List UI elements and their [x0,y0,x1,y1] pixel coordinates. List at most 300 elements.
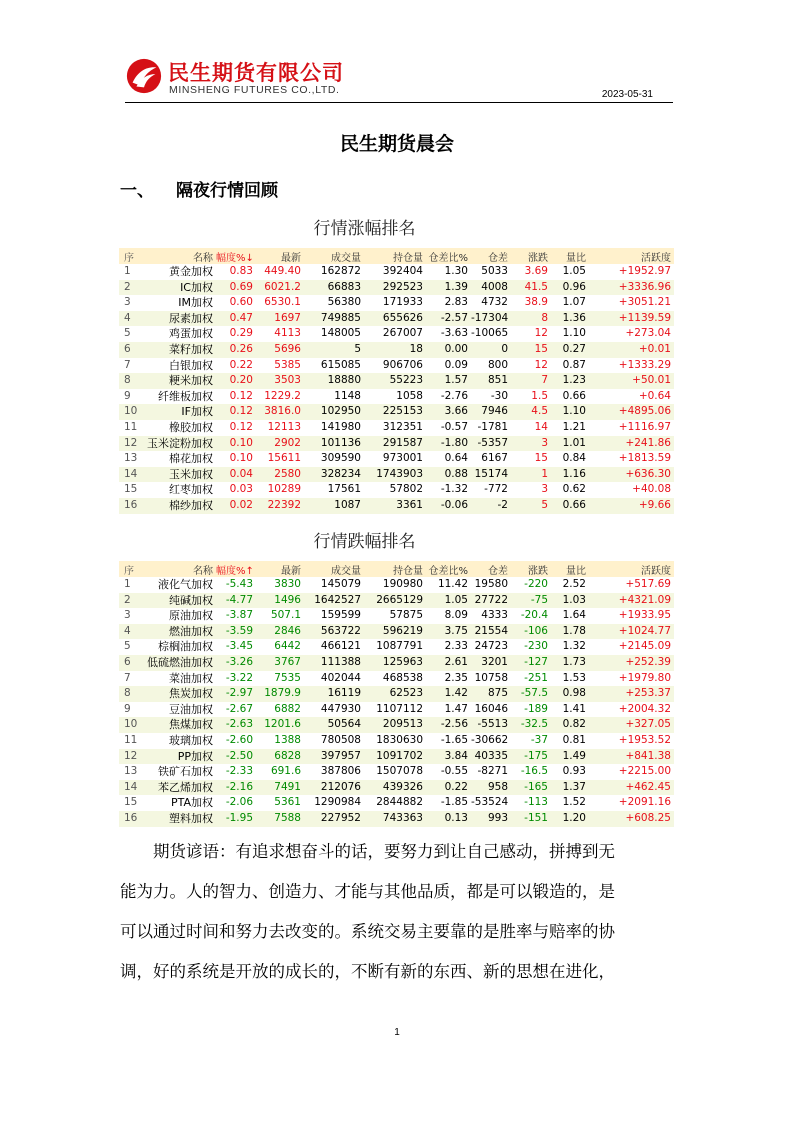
cell-change-pct: 0.03 [216,482,256,498]
paragraph-line: 能为力。人的智力、创造力、才能与其他品质，都是可以锻造的，是 [120,882,615,901]
cell-volume: 18880 [304,373,364,389]
cell-index: 1 [119,264,137,280]
cell-oi-diff: 5033 [471,264,511,280]
cell-open-interest: 1507078 [364,764,426,780]
cell-open-interest: 743363 [364,811,426,827]
cell-change: -175 [511,749,551,765]
cell-change: -127 [511,655,551,671]
paragraph-line: 期货谚语：有追求想奋斗的话，要努力到让自己感动，拼搏到无 [153,842,615,861]
cell-oi-diff-pct: -2.76 [426,389,471,405]
brand-name-en: MINSHENG FUTURES CO.,LTD. [169,84,340,96]
cell-name: 白银加权 [137,358,216,374]
gain-table-title: 行情涨幅排名 [313,219,416,239]
cell-change: -37 [511,733,551,749]
cell-change: -230 [511,639,551,655]
table-row[interactable] [119,811,674,827]
cell-oi-diff: 40335 [471,749,511,765]
cell-change-pct: 0.10 [216,436,256,452]
cell-volume-ratio: 1.16 [551,467,589,483]
page-header [125,55,673,103]
cell-open-interest: 171933 [364,295,426,311]
cell-oi-diff: 993 [471,811,511,827]
page-number: 1 [394,1027,400,1038]
cell-oi-diff-pct: 1.47 [426,702,471,718]
cell-index: 8 [119,373,137,389]
table-row[interactable] [119,577,674,593]
cell-volume: 1148 [304,389,364,405]
paragraph-line: 可以通过时间和努力去改变的。系统交易主要靠的是胜率与赔率的协 [120,922,615,941]
cell-name: 焦炭加权 [137,686,216,702]
table-row[interactable] [119,717,674,733]
table-row[interactable] [119,342,674,358]
cell-volume-ratio: 2.52 [551,577,589,593]
cell-activity: +3051.21 [589,295,674,311]
cell-activity: +462.45 [589,780,674,796]
cell-name: 尿素加权 [137,311,216,327]
cell-oi-diff-pct: 1.05 [426,593,471,609]
cell-change-pct: 0.04 [216,467,256,483]
cell-oi-diff-pct: -0.57 [426,420,471,436]
cell-name: 豆油加权 [137,702,216,718]
cell-volume: 1642527 [304,593,364,609]
cell-volume: 162872 [304,264,364,280]
document-title: 民生期货晨会 [339,133,454,155]
table-row[interactable] [119,749,674,765]
cell-index: 16 [119,498,137,514]
table-row[interactable] [119,436,674,452]
cell-volume: 111388 [304,655,364,671]
cell-volume-ratio: 0.96 [551,280,589,296]
cell-latest: 22392 [256,498,304,514]
cell-volume-ratio: 0.93 [551,764,589,780]
cell-volume: 50564 [304,717,364,733]
table-row[interactable] [119,764,674,780]
table-row[interactable] [119,671,674,687]
table-row[interactable] [119,311,674,327]
cell-open-interest: 973001 [364,451,426,467]
cell-name: 玻璃加权 [137,733,216,749]
table-row[interactable] [119,280,674,296]
cell-oi-diff: -5513 [471,717,511,733]
column-header-change-pct[interactable]: 幅度%↓ [216,248,256,264]
cell-oi-diff: -53524 [471,795,511,811]
cell-open-interest: 2665129 [364,593,426,609]
cell-open-interest: 1058 [364,389,426,405]
cell-name: 棕榈油加权 [137,639,216,655]
section-number: 一、 [120,181,154,201]
futures-proverb-paragraph [120,832,676,992]
cell-oi-diff: 6167 [471,451,511,467]
cell-activity: +3336.96 [589,280,674,296]
cell-open-interest: 125963 [364,655,426,671]
cell-activity: +253.37 [589,686,674,702]
cell-latest: 2902 [256,436,304,452]
cell-change-pct: -2.06 [216,795,256,811]
column-header-oi-diff: 仓差 [471,561,511,577]
cell-open-interest: 1743903 [364,467,426,483]
cell-index: 3 [119,295,137,311]
cell-change: 3.69 [511,264,551,280]
cell-name: PP加权 [137,749,216,765]
cell-change: 1 [511,467,551,483]
table-row[interactable] [119,389,674,405]
cell-open-interest: 2844882 [364,795,426,811]
cell-volume: 56380 [304,295,364,311]
cell-index: 14 [119,467,137,483]
cell-volume-ratio: 1.64 [551,608,589,624]
cell-volume: 101136 [304,436,364,452]
cell-volume-ratio: 0.66 [551,389,589,405]
cell-oi-diff: -30 [471,389,511,405]
column-header-index: 序 [119,561,137,577]
cell-volume: 749885 [304,311,364,327]
cell-change: 15 [511,342,551,358]
cell-oi-diff: 16046 [471,702,511,718]
cell-activity: +1953.52 [589,733,674,749]
cell-activity: +273.04 [589,326,674,342]
cell-volume-ratio: 0.82 [551,717,589,733]
column-header-index: 序 [119,248,137,264]
cell-oi-diff: -5357 [471,436,511,452]
cell-oi-diff: 4732 [471,295,511,311]
cell-name: 燃油加权 [137,624,216,640]
cell-oi-diff-pct: 3.75 [426,624,471,640]
cell-change-pct: 0.12 [216,389,256,405]
cell-change: -16.5 [511,764,551,780]
cell-change: 3 [511,482,551,498]
column-header-open-interest: 持仓量 [364,248,426,264]
cell-latest: 7491 [256,780,304,796]
cell-volume: 387806 [304,764,364,780]
cell-volume-ratio: 0.62 [551,482,589,498]
cell-change: 1.5 [511,389,551,405]
cell-index: 11 [119,733,137,749]
cell-activity: +1139.59 [589,311,674,327]
column-header-change: 涨跌 [511,561,551,577]
table-row[interactable] [119,624,674,640]
column-header-change-pct[interactable]: 幅度%↑ [216,561,256,577]
cell-oi-diff: -772 [471,482,511,498]
cell-name: 纯碱加权 [137,593,216,609]
cell-oi-diff: -8271 [471,764,511,780]
cell-oi-diff: -10065 [471,326,511,342]
cell-latest: 3767 [256,655,304,671]
cell-name: 玉米加权 [137,467,216,483]
table-row[interactable] [119,326,674,342]
cell-change: -57.5 [511,686,551,702]
cell-volume: 66883 [304,280,364,296]
table-row[interactable] [119,593,674,609]
cell-oi-diff-pct: 8.09 [426,608,471,624]
cell-latest: 10289 [256,482,304,498]
cell-open-interest: 267007 [364,326,426,342]
cell-latest: 2580 [256,467,304,483]
cell-name: IM加权 [137,295,216,311]
cell-change: 14 [511,420,551,436]
cell-latest: 12113 [256,420,304,436]
cell-change: 41.5 [511,280,551,296]
brand-name-cn: 民生期货有限公司 [168,61,344,85]
cell-index: 13 [119,451,137,467]
cell-volume: 5 [304,342,364,358]
cell-change: 4.5 [511,404,551,420]
cell-activity: +1979.80 [589,671,674,687]
cell-change: -113 [511,795,551,811]
table-row[interactable] [119,451,674,467]
cell-volume-ratio: 1.01 [551,436,589,452]
cell-change: -20.4 [511,608,551,624]
cell-index: 12 [119,749,137,765]
column-header-latest: 最新 [256,248,304,264]
cell-change: 38.9 [511,295,551,311]
cell-oi-diff: 19580 [471,577,511,593]
cell-change: 12 [511,358,551,374]
cell-volume-ratio: 1.03 [551,593,589,609]
cell-index: 16 [119,811,137,827]
cell-oi-diff: 4333 [471,608,511,624]
cell-volume: 17561 [304,482,364,498]
cell-oi-diff: -1781 [471,420,511,436]
cell-latest: 5361 [256,795,304,811]
cell-change: 15 [511,451,551,467]
column-header-oi-diff-pct: 仓差比% [426,248,471,264]
cell-change-pct: 0.10 [216,451,256,467]
cell-change: 8 [511,311,551,327]
cell-name: 苯乙烯加权 [137,780,216,796]
cell-activity: +0.64 [589,389,674,405]
cell-index: 9 [119,702,137,718]
cell-volume-ratio: 1.32 [551,639,589,655]
table-row[interactable] [119,608,674,624]
cell-oi-diff-pct: 1.30 [426,264,471,280]
cell-volume-ratio: 1.10 [551,404,589,420]
cell-volume: 563722 [304,624,364,640]
cell-volume-ratio: 1.23 [551,373,589,389]
cell-open-interest: 906706 [364,358,426,374]
cell-name: 塑料加权 [137,811,216,827]
cell-volume-ratio: 1.36 [551,311,589,327]
cell-oi-diff-pct: 0.88 [426,467,471,483]
cell-index: 15 [119,795,137,811]
cell-index: 4 [119,311,137,327]
cell-latest: 3830 [256,577,304,593]
cell-volume-ratio: 1.49 [551,749,589,765]
cell-change-pct: -5.43 [216,577,256,593]
table-row[interactable] [119,655,674,671]
cell-open-interest: 18 [364,342,426,358]
column-header-activity: 活跃度 [589,561,674,577]
cell-change-pct: -3.45 [216,639,256,655]
cell-name: 红枣加权 [137,482,216,498]
report-date: 2023-05-31 [601,89,653,100]
cell-volume-ratio: 1.37 [551,780,589,796]
cell-oi-diff-pct: 0.09 [426,358,471,374]
column-header-change: 涨跌 [511,248,551,264]
cell-oi-diff-pct: 1.57 [426,373,471,389]
cell-change-pct: -3.26 [216,655,256,671]
cell-latest: 6882 [256,702,304,718]
loss-table-title: 行情跌幅排名 [313,532,416,552]
column-header-volume-ratio: 量比 [551,561,589,577]
cell-latest: 1388 [256,733,304,749]
cell-index: 13 [119,764,137,780]
cell-open-interest: 392404 [364,264,426,280]
cell-change-pct: 0.60 [216,295,256,311]
table-row[interactable] [119,686,674,702]
cell-change: 7 [511,373,551,389]
cell-oi-diff: 875 [471,686,511,702]
cell-open-interest: 209513 [364,717,426,733]
column-header-oi-diff-pct: 仓差比% [426,561,471,577]
cell-open-interest: 225153 [364,404,426,420]
cell-volume: 148005 [304,326,364,342]
column-header-latest: 最新 [256,561,304,577]
cell-activity: +252.39 [589,655,674,671]
table-row[interactable] [119,795,674,811]
cell-oi-diff: -2 [471,498,511,514]
cell-change-pct: 0.02 [216,498,256,514]
cell-index: 12 [119,436,137,452]
cell-latest: 1879.9 [256,686,304,702]
table-row[interactable] [119,639,674,655]
table-row[interactable] [119,264,674,280]
cell-change-pct: 0.22 [216,358,256,374]
cell-change: -220 [511,577,551,593]
cell-name: 原油加权 [137,608,216,624]
cell-volume: 780508 [304,733,364,749]
cell-activity: +1333.29 [589,358,674,374]
cell-volume-ratio: 0.98 [551,686,589,702]
cell-name: 菜油加权 [137,671,216,687]
cell-activity: +1952.97 [589,264,674,280]
cell-volume: 16119 [304,686,364,702]
cell-open-interest: 57802 [364,482,426,498]
cell-oi-diff-pct: 1.42 [426,686,471,702]
cell-latest: 6021.2 [256,280,304,296]
cell-volume: 212076 [304,780,364,796]
cell-latest: 691.6 [256,764,304,780]
cell-latest: 1229.2 [256,389,304,405]
cell-latest: 507.1 [256,608,304,624]
cell-change-pct: -2.50 [216,749,256,765]
cell-change-pct: -2.63 [216,717,256,733]
cell-latest: 7535 [256,671,304,687]
table-row[interactable] [119,780,674,796]
cell-activity: +841.38 [589,749,674,765]
cell-volume: 159599 [304,608,364,624]
cell-activity: +4321.09 [589,593,674,609]
cell-activity: +1024.77 [589,624,674,640]
table-row[interactable] [119,420,674,436]
cell-activity: +2091.16 [589,795,674,811]
column-header-open-interest: 持仓量 [364,561,426,577]
cell-oi-diff-pct: 0.22 [426,780,471,796]
column-header-volume: 成交量 [304,561,364,577]
cell-index: 2 [119,593,137,609]
cell-oi-diff-pct: -1.80 [426,436,471,452]
cell-index: 3 [119,608,137,624]
cell-change: 5 [511,498,551,514]
table-row[interactable] [119,482,674,498]
cell-change-pct: 0.69 [216,280,256,296]
cell-oi-diff-pct: 3.66 [426,404,471,420]
cell-open-interest: 3361 [364,498,426,514]
cell-oi-diff: 3201 [471,655,511,671]
table-row[interactable] [119,733,674,749]
cell-open-interest: 1830630 [364,733,426,749]
cell-change: -251 [511,671,551,687]
cell-latest: 7588 [256,811,304,827]
gain-ranking-table [119,248,674,514]
cell-activity: +2215.00 [589,764,674,780]
cell-activity: +608.25 [589,811,674,827]
cell-index: 10 [119,717,137,733]
cell-index: 9 [119,389,137,405]
cell-volume: 466121 [304,639,364,655]
table-row[interactable] [119,373,674,389]
cell-activity: +4895.06 [589,404,674,420]
cell-volume: 328234 [304,467,364,483]
cell-oi-diff-pct: -2.56 [426,717,471,733]
cell-index: 7 [119,671,137,687]
cell-volume: 1290984 [304,795,364,811]
cell-open-interest: 655626 [364,311,426,327]
cell-oi-diff: -17304 [471,311,511,327]
table-row[interactable] [119,702,674,718]
cell-oi-diff-pct: 0.13 [426,811,471,827]
column-header-volume-ratio: 量比 [551,248,589,264]
column-header-name: 名称 [137,561,216,577]
table-row[interactable] [119,404,674,420]
cell-open-interest: 57875 [364,608,426,624]
cell-index: 10 [119,404,137,420]
cell-oi-diff: 4008 [471,280,511,296]
table-row[interactable] [119,358,674,374]
cell-name: 铁矿石加权 [137,764,216,780]
cell-index: 14 [119,780,137,796]
cell-change: -106 [511,624,551,640]
section-title: 隔夜行情回顾 [176,181,278,201]
cell-oi-diff-pct: 2.35 [426,671,471,687]
cell-volume-ratio: 1.20 [551,811,589,827]
table-row[interactable] [119,467,674,483]
cell-volume: 1087 [304,498,364,514]
cell-oi-diff-pct: -1.65 [426,733,471,749]
cell-activity: +1116.97 [589,420,674,436]
cell-oi-diff-pct: 2.61 [426,655,471,671]
cell-index: 5 [119,639,137,655]
cell-change-pct: -4.77 [216,593,256,609]
cell-change-pct: -2.67 [216,702,256,718]
cell-oi-diff: 10758 [471,671,511,687]
cell-name: IF加权 [137,404,216,420]
cell-volume-ratio: 1.53 [551,671,589,687]
cell-open-interest: 292523 [364,280,426,296]
cell-index: 15 [119,482,137,498]
cell-latest: 5385 [256,358,304,374]
table-row[interactable] [119,498,674,514]
cell-open-interest: 1087791 [364,639,426,655]
cell-change-pct: 0.83 [216,264,256,280]
cell-oi-diff: 15174 [471,467,511,483]
cell-change-pct: -3.59 [216,624,256,640]
table-row[interactable] [119,295,674,311]
cell-index: 1 [119,577,137,593]
cell-change: -75 [511,593,551,609]
cell-latest: 1201.6 [256,717,304,733]
cell-activity: +636.30 [589,467,674,483]
cell-change: 12 [511,326,551,342]
